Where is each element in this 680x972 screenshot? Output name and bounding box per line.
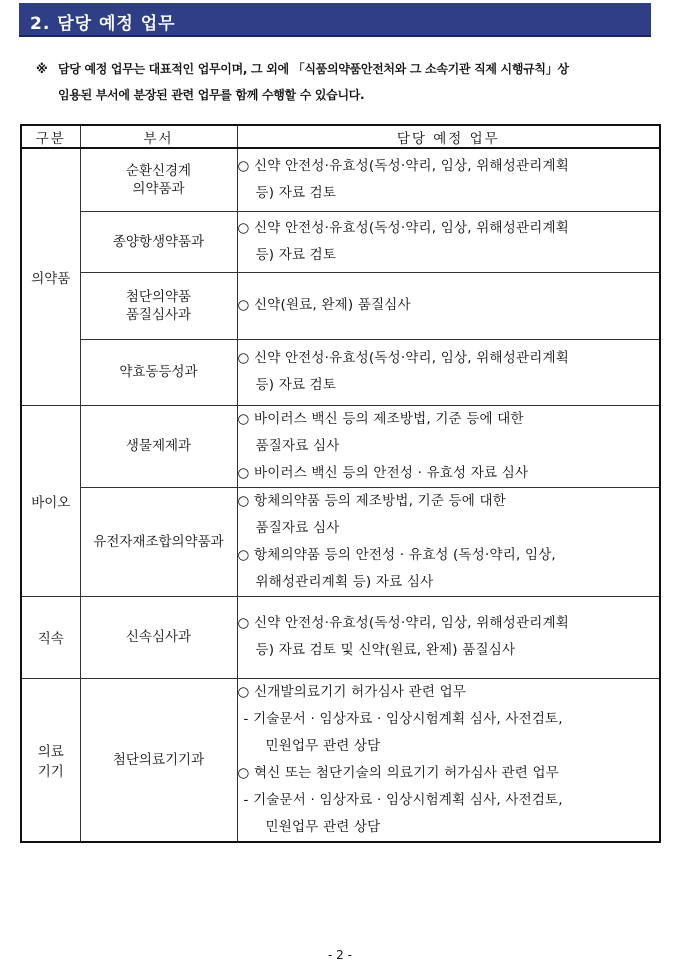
duty-cell: ○ 신약 안전성·유효성(독성·약리, 임상, 위해성관리계획 등) 자료 검토 및 신약(원료, 완제) 품질심사: [237, 596, 660, 678]
dept-cell: 첨단의약품 품질심사과: [80, 272, 237, 339]
table-row: [21, 405, 660, 487]
table-row: [21, 339, 660, 405]
duty-cell: ○ 신개발의료기기 허가심사 관련 업무 - 기술문서 · 임상자료 · 임상시험계획 심사, 사전검토, 민원업무 관련 상담 ○ 혁신 또는 첨단기술의 의료기기 허가심사 관련 업무 - 기술문서 · 임상자료 · 임상시험계획 심사, 사전검토, 민원업무 관련 상담: [237, 678, 660, 842]
section-header-bar: [19, 3, 651, 37]
table-row: [21, 487, 660, 596]
table-row: [21, 678, 660, 842]
dept-cell: 유전자재조합의약품과: [80, 487, 237, 596]
duty-cell: ○ 신약(원료, 완제) 품질심사: [237, 272, 660, 339]
duty-table: [20, 124, 661, 843]
notice-paragraph: [36, 56, 666, 108]
table-row: [21, 596, 660, 678]
notice-line-1: ※ 담당 예정 업무는 대표적인 업무이며, 그 외에 「식품의약품안전처와 그 소속기관 직제 시행규칙」상: [36, 56, 666, 82]
table-row: [21, 211, 660, 272]
duty-cell: ○ 신약 안전성·유효성(독성·약리, 임상, 위해성관리계획 등) 자료 검토: [237, 211, 660, 272]
dept-cell: 종양항생약품과: [80, 211, 237, 272]
section-title: 2. 담당 예정 업무: [30, 14, 176, 34]
dept-cell: 약효동등성과: [80, 339, 237, 405]
category-direct: 직속: [21, 596, 80, 678]
table-row: [21, 272, 660, 339]
dept-cell: 신속심사과: [80, 596, 237, 678]
header-department: 부서: [80, 125, 237, 148]
header-duties: 담당 예정 업무: [237, 125, 660, 148]
table-header-row: [21, 125, 660, 148]
dept-cell: 첨단의료기기과: [80, 678, 237, 842]
header-category: 구분: [21, 125, 80, 148]
category-device: 의료 기기: [21, 678, 80, 842]
duty-cell: ○ 바이러스 백신 등의 제조방법, 기준 등에 대한 품질자료 심사 ○ 바이러스 백신 등의 안전성 · 유효성 자료 심사: [237, 405, 660, 487]
reference-mark: ※: [36, 62, 48, 76]
notice-line-2: 임용된 부서에 분장된 관련 업무를 함께 수행할 수 있습니다.: [58, 88, 365, 102]
duty-cell: ○ 항체의약품 등의 제조방법, 기준 등에 대한 품질자료 심사 ○ 항체의약품 등의 안전성 · 유효성 (독성·약리, 임상, 위해성관리계획 등) 자료 심사: [237, 487, 660, 596]
dept-cell: 순환신경계 의약품과: [80, 148, 237, 211]
duty-cell: ○ 신약 안전성·유효성(독성·약리, 임상, 위해성관리계획 등) 자료 검토: [237, 339, 660, 405]
table-row: [21, 148, 660, 211]
dept-cell: 생물제제과: [80, 405, 237, 487]
category-bio: 바이오: [21, 405, 80, 596]
category-drug: 의약품: [21, 148, 80, 405]
duty-cell: ○ 신약 안전성·유효성(독성·약리, 임상, 위해성관리계획 등) 자료 검토: [237, 148, 660, 211]
page-number: - 2 -: [328, 948, 352, 962]
